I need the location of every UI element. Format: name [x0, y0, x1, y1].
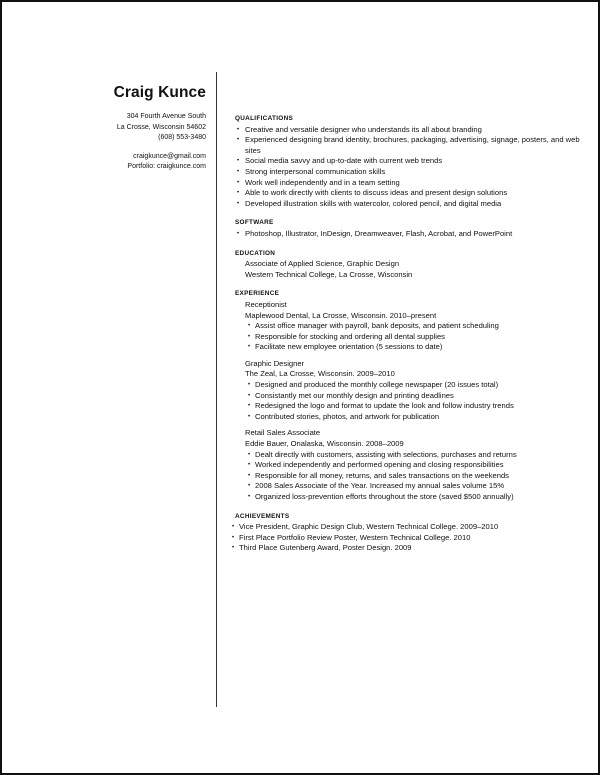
school: Western Technical College, La Crosse, Wisconsin — [245, 269, 413, 279]
job-role: Graphic Designer — [245, 358, 305, 368]
list-item: • Organized loss-prevention efforts throughout the store (saved $500 annually) — [235, 492, 585, 503]
list-item: • Assist office manager with payroll, bank deposits, and patient scheduling — [235, 321, 585, 332]
list-item: • Social media savvy and up-to-date with current web trends — [235, 156, 585, 167]
job-entry — [235, 300, 585, 353]
list-item: • Able to work directly with clients to discuss ideas and present design solutions — [235, 188, 585, 199]
section-title: EXPERIENCE — [235, 290, 280, 298]
experience-section — [235, 289, 585, 502]
software-section — [235, 218, 585, 239]
job-entry — [235, 428, 585, 502]
list-item: • Responsible for all money, returns, and sales transactions on the weekends — [235, 471, 585, 482]
education-section — [235, 249, 585, 281]
job-company: Eddie Bauer, Onalaska, Wisconsin. 2008–2009 — [245, 439, 404, 449]
job-role: Receptionist — [245, 299, 287, 309]
achievements-section — [235, 512, 585, 554]
list-item: • Creative and versatile designer who understands its all about branding — [235, 125, 585, 136]
section-title: SOFTWARE — [235, 219, 274, 227]
list-item: • Experienced designing brand identity, brochures, packaging, advertising, signage, posters, and web sites — [235, 135, 585, 156]
vertical-divider — [216, 72, 217, 707]
qualifications-section — [235, 114, 585, 209]
list-item: • Designed and produced the monthly college newspaper (20 issues total) — [235, 380, 585, 391]
address-line-1: 304 Fourth Avenue South — [126, 113, 206, 120]
list-item: • Work well independently and in a team setting — [235, 178, 585, 189]
list-item: • Third Place Gutenberg Award, Poster Design. 2009 — [235, 543, 585, 554]
section-title: EDUCATION — [235, 249, 276, 257]
candidate-name: Craig Kunce — [113, 84, 206, 101]
list-item: • First Place Portfolio Review Poster, Western Technical College. 2010 — [235, 533, 585, 544]
list-item: • Worked independently and performed opening and closing responsibilities — [235, 460, 585, 471]
contact-block — [114, 84, 206, 173]
degree: Associate of Applied Science, Graphic Design — [245, 259, 400, 269]
resume-body — [235, 114, 585, 563]
list-item: • Contributed stories, photos, and artwork for publication — [235, 412, 585, 423]
job-company: Maplewood Dental, La Crosse, Wisconsin. 2010–present — [245, 310, 437, 320]
list-item: • 2008 Sales Associate of the Year. Increased my annual sales volume 15% — [235, 481, 585, 492]
list-item: • Vice President, Graphic Design Club, Western Technical College. 2009–2010 — [235, 522, 585, 533]
section-title: ACHIEVEMENTS — [235, 512, 290, 520]
job-company: The Zeal, La Crosse, Wisconsin. 2009–2010 — [245, 369, 395, 379]
job-entry — [235, 359, 585, 423]
list-item: • Strong interpersonal communication skills — [235, 167, 585, 178]
list-item: • Redesigned the logo and format to update the look and follow industry trends — [235, 401, 585, 412]
list-item: • Developed illustration skills with watercolor, colored pencil, and digital media — [235, 199, 585, 210]
address-line-2: La Crosse, Wisconsin 54602 — [116, 123, 206, 131]
list-item: • Photoshop, Illustrator, InDesign, Dreamweaver, Flash, Acrobat, and PowerPoint — [235, 229, 585, 240]
section-title: QUALIFICATIONS — [235, 115, 294, 122]
list-item: • Responsible for stocking and ordering all dental supplies — [235, 332, 585, 343]
phone-number: (608) 553-3480 — [158, 134, 206, 141]
list-item: • Facilitate new employee orientation (5 sessions to date) — [235, 342, 585, 353]
list-item: • Dealt directly with customers, assisting with selections, purchases and returns — [235, 450, 585, 461]
job-role: Retail Sales Associate — [245, 428, 321, 438]
list-item: • Consistantly met our monthly design and printing deadlines — [235, 391, 585, 402]
portfolio-link: Portfolio: craigkunce.com — [127, 163, 206, 170]
email-address: craigkunce@gmail.com — [133, 152, 206, 160]
